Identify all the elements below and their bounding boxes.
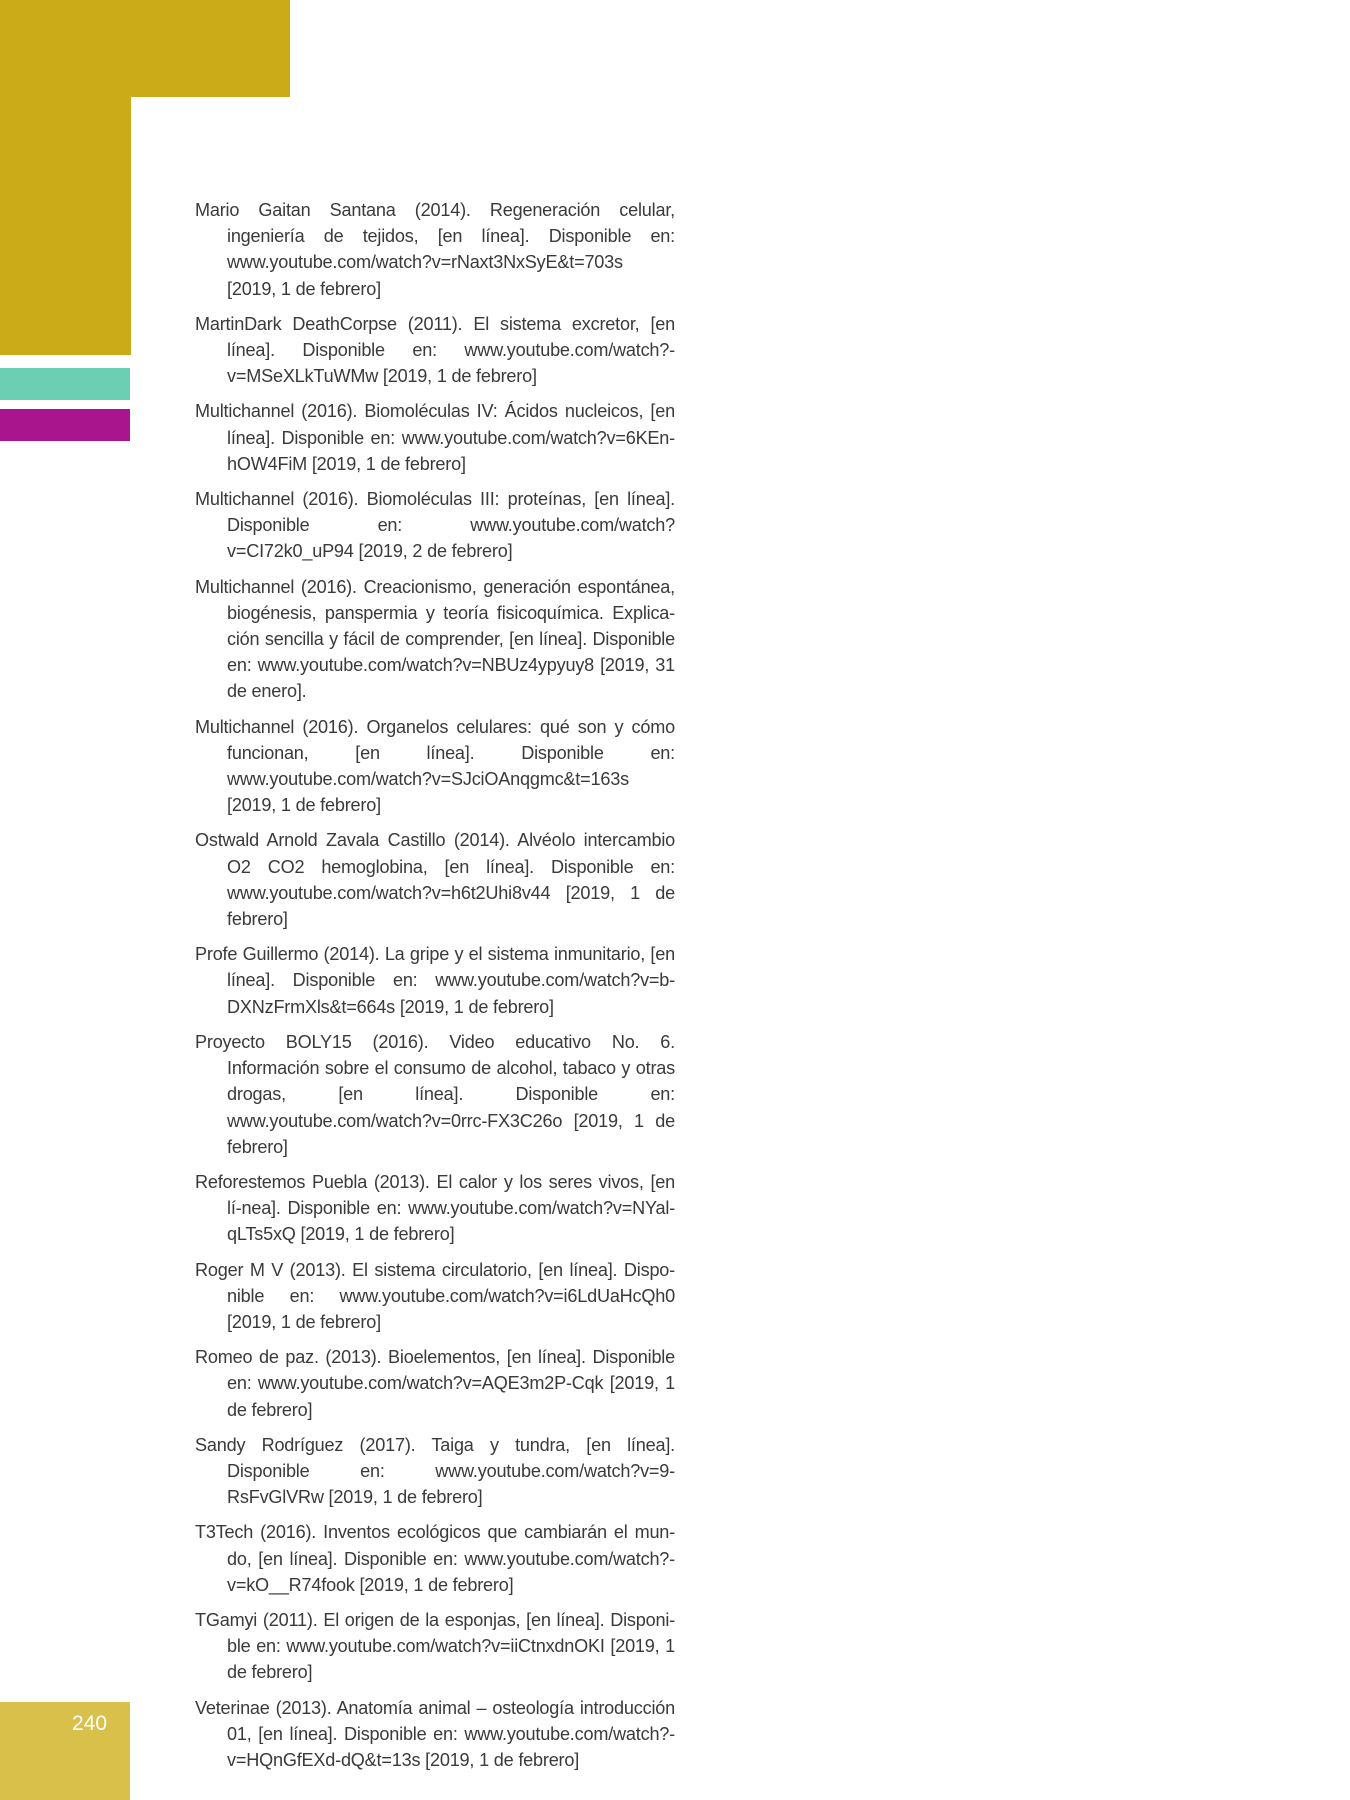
reference-item: Multichannel (2016). Creacionismo, generación espontánea, biogénesis, panspermia y teoría fisicoquímica. Explica-ción sencilla y fácil de comprender, [en línea]. Disponible en: www.youtube.com/watch?v=NBUz4ypyuy8 [2019, 31 de enero]. — [195, 576, 675, 702]
page-number: 240 — [72, 1712, 108, 1735]
reference-item: Romeo de paz. (2013). Bioelementos, [en línea]. Disponible en: www.youtube.com/watch?v=AQE3m2P-Cqk [2019, 1 de febrero] — [195, 1347, 675, 1420]
reference-item: MartinDark DeathCorpse (2011). El sistema excretor, [en línea]. Disponible en: www.youtube.com/watch?-v=MSeXLkTuWMw [2019, 1 de febrero] — [195, 313, 675, 387]
reference-item: Multichannel (2016). Biomoléculas III: proteínas, [en línea]. Disponible en: www.youtube.com/watch?v=CI72k0_uP94 [2019, 2 de febrero] — [195, 489, 675, 562]
reference-item: Veterinae (2013). Anatomía animal – osteología introducción 01, [en línea]. Disponible en: www.youtube.com/watch?-v=HQnGfEXd-dQ&t=13s [2019, 1 de febrero] — [195, 1697, 675, 1770]
reference-item: T3Tech (2016). Inventos ecológicos que cambiarán el mun-do, [en línea]. Disponible en: www.youtube.com/watch?-v=kO__R74fook [2019, 1 de febrero] — [195, 1522, 675, 1595]
reference-item: Multichannel (2016). Biomoléculas IV: Ácidos nucleicos, [en línea]. Disponible en: www.youtube.com/watch?v=6KEn-hOW4FiM [2019, 1 de febrero] — [195, 401, 675, 474]
reference-item: Reforestemos Puebla (2013). El calor y los seres vivos, [en lí-nea]. Disponible en: www.youtube.com/watch?v=NYal-qLTs5xQ [2019, 1 de febrero] — [195, 1171, 675, 1245]
page-number-tab — [0, 1702, 130, 1800]
reference-item: Proyecto BOLY15 (2016). Video educativo No. 6. Información sobre el consumo de alcohol, tabaco y otras drogas, [en línea]. Disponible en: www.youtube.com/watch?v=0rrc-FX3C26o [2019, 1 de febrero] — [195, 1031, 675, 1157]
reference-item: Ostwald Arnold Zavala Castillo (2014). Alvéolo intercambio O2 CO2 hemoglobina, [en línea]. Disponible en: www.youtube.com/watch?v=h6t2Uhi8v44 [2019, 1 de febrero] — [195, 830, 675, 930]
reference-item: Sandy Rodríguez (2017). Taiga y tundra, [en línea]. Disponible en: www.youtube.com/watch?v=9-RsFvGlVRw [2019, 1 de febrero] — [195, 1434, 675, 1508]
teal-accent-bar — [0, 368, 130, 400]
reference-list — [195, 197, 675, 1782]
gold-side-band — [0, 97, 131, 355]
reference-item: Mario Gaitan Santana (2014). Regeneración celular, ingeniería de tejidos, [en línea]. Disponible en: www.youtube.com/watch?v=rNaxt3NxSyE&t=703s [2019, 1 de febrero] — [195, 200, 675, 299]
reference-item: TGamyi (2011). El origen de la esponjas, [en línea]. Disponi-ble en: www.youtube.com/watch?v=iiCtnxdnOKI [2019, 1 de febrero] — [195, 1609, 675, 1683]
gold-header-block — [0, 0, 290, 97]
reference-item: Multichannel (2016). Organelos celulares: qué son y cómo funcionan, [en línea]. Disponible en: www.youtube.com/watch?v=SJciOAnqgmc&t=163s [2019, 1 de febrero] — [195, 716, 675, 816]
magenta-accent-bar — [0, 409, 130, 441]
reference-item: Roger M V (2013). El sistema circulatorio, [en línea]. Dispo-nible en: www.youtube.com/watch?v=i6LdUaHcQh0 [2019, 1 de febrero] — [195, 1259, 675, 1332]
reference-item: Profe Guillermo (2014). La gripe y el sistema inmunitario, [en línea]. Disponible en: www.youtube.com/watch?v=b-DXNzFrmXls&t=664s [2019, 1 de febrero] — [195, 944, 675, 1017]
